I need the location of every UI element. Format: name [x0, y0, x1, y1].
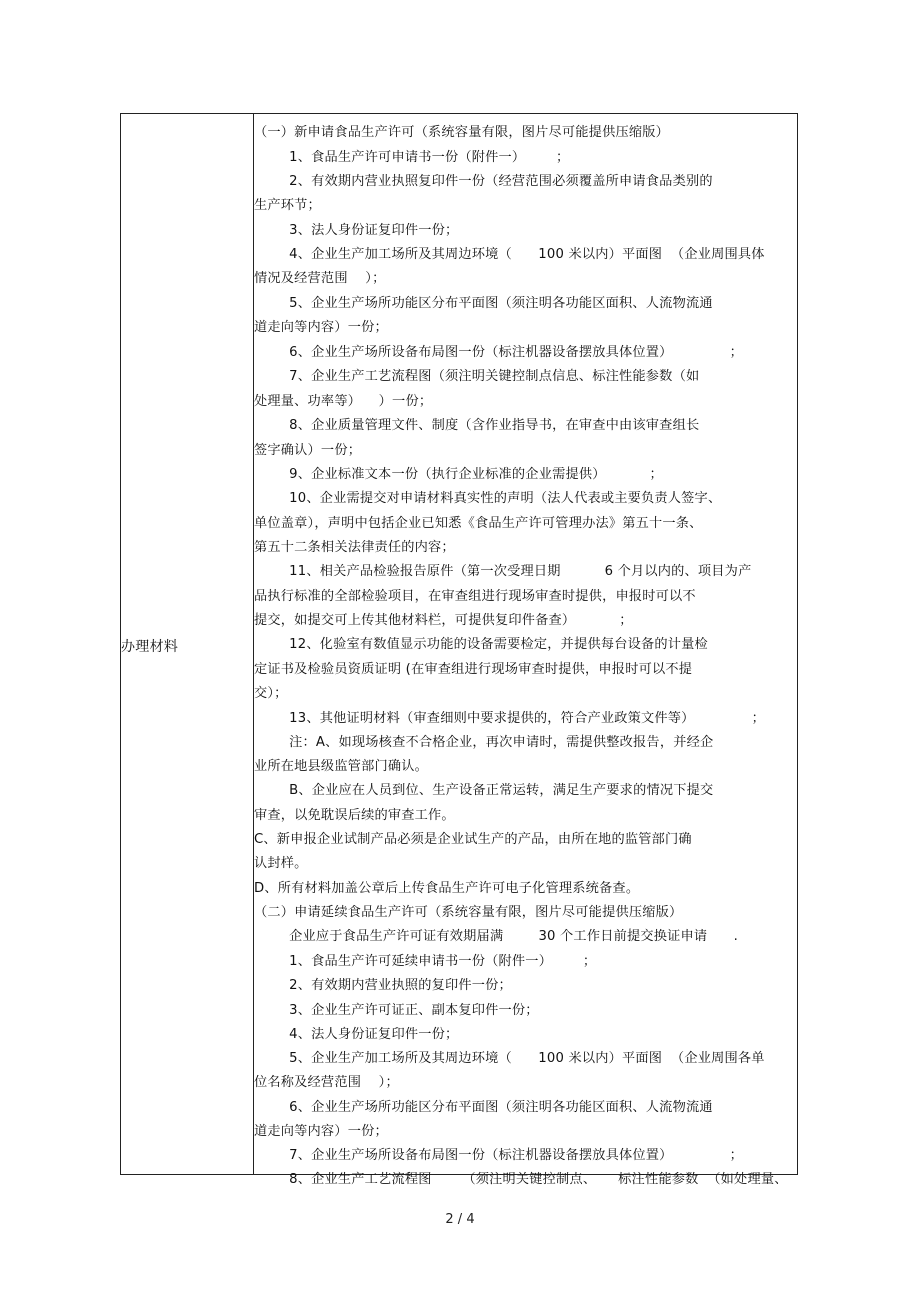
text-line: 道走向等内容）一份；	[254, 320, 388, 335]
text-line: 生产环节；	[254, 198, 321, 213]
text-line: （二）申请延续食品生产许可（系统容量有限，图片尽可能提供压缩版）	[254, 905, 683, 920]
text-line: 5、企业生产加工场所及其周边环境（ 100 米以内）平面图 （企业周围各单	[254, 1051, 765, 1066]
text-line: C、新申报企业试制产品必须是企业试生产的产品，由所在地的监管部门确	[254, 832, 692, 847]
text-line: 业所在地县级监管部门确认。	[254, 759, 429, 774]
page-number: 2 / 4	[445, 1212, 475, 1227]
text-line: 7、企业生产工艺流程图（须注明关键控制点信息、标注性能参数（如	[254, 369, 700, 384]
text-line: 品执行标准的全部检验项目，在审查组进行现场审查时提供，申报时可以不	[254, 589, 696, 604]
row-label: 办理材料	[121, 639, 179, 655]
text-line: 交）；	[254, 686, 288, 701]
text-line: 认封样。	[254, 856, 308, 871]
text-line: 3、企业生产许可证正、副本复印件一份；	[254, 1003, 539, 1018]
text-line: 提交，如提交可上传其他材料栏，可提供复印件备查） ；	[254, 613, 633, 628]
text-line: 位名称及经营范围 ）；	[254, 1075, 399, 1090]
materials-content	[254, 113, 796, 1187]
text-line: 企业应于食品生产许可证有效期届满 30 个工作日前提交换证申请 .	[254, 929, 739, 944]
text-line: 13、其他证明材料（审查细则中要求提供的，符合产业政策文件等） ；	[254, 711, 766, 726]
text-line: 6、企业生产场所功能区分布平面图（须注明各功能区面积、人流物流通	[254, 1100, 713, 1115]
text-line: 处理量、功率等） ）一份；	[254, 394, 433, 409]
text-line: 单位盖章），声明中包括企业已知悉《食品生产许可管理办法》第五十一条、	[254, 516, 703, 531]
text-line: 审查，以免耽误后续的审查工作。	[254, 808, 455, 823]
text-line: 6、企业生产场所设备布局图一份（标注机器设备摆放具体位置） ；	[254, 345, 744, 360]
text-line: 注：A、如现场核查不合格企业，再次申请时，需提供整改报告，并经企	[254, 735, 714, 750]
text-line: 11、相关产品检验报告原件（第一次受理日期 6 个月以内的、项目为产	[254, 564, 752, 579]
text-line: 10、企业需提交对申请材料真实性的声明（法人代表或主要负责人签字、	[254, 491, 722, 506]
text-line: 5、企业生产场所功能区分布平面图（须注明各功能区面积、人流物流通	[254, 296, 713, 311]
text-line: （一）新申请食品生产许可（系统容量有限，图片尽可能提供压缩版）	[254, 125, 670, 140]
text-line: 第五十二条相关法律责任的内容；	[254, 540, 455, 555]
text-line: 4、法人身份证复印件一份；	[254, 1027, 459, 1042]
text-line: 情况及经营范围 ）；	[254, 271, 386, 286]
text-line: 7、企业生产场所设备布局图一份（标注机器设备摆放具体位置） ；	[254, 1148, 744, 1163]
text-line: 8、企业质量管理文件、制度（含作业指导书，在审查中由该审查组长	[254, 418, 700, 433]
text-line: 8、企业生产工艺流程图 （须注明关键控制点、 标注性能参数 （如处理量、	[254, 1172, 788, 1187]
text-line: 2、有效期内营业执照的复印件一份；	[254, 978, 512, 993]
text-line: 定证书及检验员资质证明 (在审查组进行现场审查时提供，申报时可以不提	[254, 662, 693, 677]
text-line: 1、食品生产许可申请书一份（附件一） ；	[254, 150, 570, 165]
text-line: 12、化验室有数值显示功能的设备需要检定，并提供每台设备的计量检	[254, 637, 708, 652]
text-line: 道走向等内容）一份；	[254, 1124, 388, 1139]
text-line: 签字确认）一份；	[254, 443, 362, 458]
text-line: 4、企业生产加工场所及其周边环境（ 100 米以内）平面图 （企业周围具体	[254, 247, 765, 262]
text-line: 1、食品生产许可延续申请书一份（附件一） ；	[254, 954, 597, 969]
text-line: B、企业应在人员到位、生产设备正常运转，满足生产要求的情况下提交	[254, 783, 714, 798]
text-line: 9、企业标准文本一份（执行企业标准的企业需提供） ；	[254, 467, 663, 482]
text-line: 3、法人身份证复印件一份；	[254, 223, 459, 238]
text-line: D、所有材料加盖公章后上传食品生产许可电子化管理系统备查。	[254, 881, 640, 896]
text-line: 2、有效期内营业执照复印件一份（经营范围必须覆盖所申请食品类别的	[254, 174, 713, 189]
